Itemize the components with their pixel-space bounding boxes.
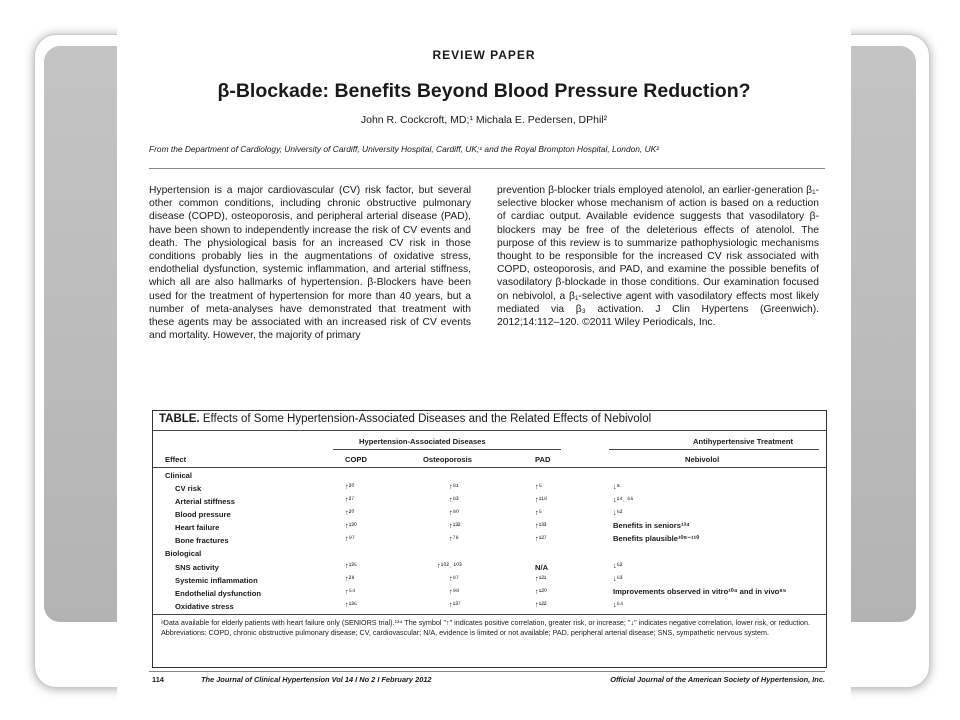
group-header-treatment: Antihypertensive Treatment — [693, 437, 794, 446]
row-nebivolol: ↓¹⁴˒ ⁶⁶ — [613, 495, 634, 504]
row-nebivolol: ↓⁶⁴ — [613, 600, 624, 609]
row-copd: ↑²⁰ — [345, 482, 355, 491]
divider — [149, 168, 825, 169]
col-header-pad: PAD — [535, 455, 551, 464]
row-effect: Endothelial dysfunction — [175, 589, 262, 598]
footnote-rule — [153, 614, 826, 615]
row-copd: ↑²⁷ — [345, 495, 355, 504]
row-nebivolol: Benefits plausible¹⁰⁸⁻¹¹⁰ — [613, 534, 700, 543]
paper-page — [117, 20, 851, 706]
row-nebivolol: Benefits in seniors¹³⁴ — [613, 521, 690, 530]
row-osteoporosis: ↑¹⁰²˒ ¹⁰³ — [437, 561, 462, 570]
row-copd: ↑¹³⁵ — [345, 561, 358, 570]
row-pad: ↑⁵ — [535, 482, 542, 491]
row-effect: Blood pressure — [175, 510, 231, 519]
nebivolol-table — [152, 410, 827, 668]
col-header-osteoporosis: Osteoporosis — [423, 455, 472, 464]
row-nebivolol: ↓⁶³ — [613, 574, 623, 583]
page-number: 114 — [152, 675, 164, 684]
row-copd: ↑²⁰ — [345, 508, 355, 517]
col-header-nebivolol: Nebivolol — [685, 455, 720, 464]
row-osteoporosis: ↑¹³² — [449, 521, 461, 530]
row-pad: ↑¹³³ — [535, 521, 547, 530]
table-footnote: ᵃData available for elderly patients with heart failure only (SENIORS trial).¹³⁴ The symbol "↑" indicates positive correlation, greater risk, or increase; "↓" indicates negative correlation, lower risk, or reduction. Abbreviations: COPD, chronic obstructive pulmonary disease; CV, cardiovascular; N/A, evidence is limited or not available; PAD, peripheral arterial disease; SNS, sympathetic nervous system. — [161, 618, 811, 637]
row-osteoporosis: ↑⁷⁸ — [449, 534, 459, 543]
row-nebivolol: ↓ᵃ — [613, 482, 620, 491]
journal-name: The Journal of Clinical Hypertension Vol 14 I No 2 I February 2012 — [201, 675, 432, 684]
group-rule-diseases — [333, 449, 561, 450]
article-authors: John R. Cockcroft, MD;¹ Michala E. Pedersen, DPhil² — [360, 114, 608, 126]
col-header-effect: Effect — [165, 455, 187, 464]
row-effect: Heart failure — [175, 523, 220, 532]
row-pad: ↑¹²¹ — [535, 574, 547, 583]
row-pad: ↑¹¹⁸ — [535, 495, 548, 504]
row-copd: ↑²⁸ — [345, 574, 355, 583]
footer-rule — [149, 671, 825, 672]
row-pad: ↑¹²⁰ — [535, 587, 547, 596]
row-pad: ↑¹²² — [535, 600, 547, 609]
section-clinical: Clinical — [165, 471, 193, 480]
table-rule — [153, 430, 826, 431]
header-rule — [153, 467, 826, 468]
abstract-left-column: Hypertension is a major cardiovascular (CV) risk factor, but several other common conditions, including chronic obstructive pulmonary disease (COPD), osteoporosis, and peripheral arterial disease (PAD), have been shown to independently increase the risk of CV events and death. The physiological basis for an increased CV risk in those conditions probably lies in the augmentations of oxidative stress, endothelial dysfunction, systemic inflammation, and arterial stiffness, which all are also hallmarks of hypertension. β-Blockers have been used for the treatment of hypertension for more than 40 years, but a number of meta-analyses have demonstrated that treatment with these agents may be associated with an increased risk of CV events and mortality. However, the majority of primary — [149, 185, 471, 342]
row-nebivolol: Improvements observed in vitro¹⁰⁴ and in vivo⁶⁵ — [613, 587, 787, 596]
row-copd: ↑¹³⁶ — [345, 600, 357, 609]
row-osteoporosis: ↑⁸³ — [449, 495, 459, 504]
row-effect: Arterial stiffness — [175, 497, 235, 506]
row-pad: ↑⁵ — [535, 508, 542, 517]
row-effect: Systemic inflammation — [175, 576, 258, 585]
row-effect: Bone fractures — [175, 536, 229, 545]
group-rule-treatment — [609, 449, 819, 450]
table-caption: Effects of Some Hypertension-Associated Diseases and the Related Effects of Nebivolol — [202, 413, 652, 425]
row-effect: CV risk — [175, 484, 202, 493]
row-osteoporosis: ↑⁹⁸ — [449, 587, 460, 596]
section-label: REVIEW PAPER — [432, 48, 536, 62]
row-copd: ↑⁹⁷ — [345, 534, 355, 543]
table-label: TABLE. — [159, 413, 200, 425]
row-effect: SNS activity — [175, 563, 219, 572]
row-osteoporosis: ↑⁸¹ — [449, 482, 459, 491]
row-osteoporosis: ↑⁸⁷ — [449, 574, 459, 583]
row-copd: ↑¹³⁰ — [345, 521, 357, 530]
row-osteoporosis: ↑⁸⁰ — [449, 508, 460, 517]
article-title: β-Blockade: Benefits Beyond Blood Pressure Reduction? — [217, 80, 751, 102]
row-pad: N/A — [535, 563, 549, 572]
group-header-diseases: Hypertension-Associated Diseases — [359, 437, 486, 446]
section-biological: Biological — [165, 549, 202, 558]
row-nebivolol: ↓⁶² — [613, 561, 623, 570]
table-title — [159, 413, 651, 425]
row-osteoporosis: ↑¹³⁷ — [449, 600, 461, 609]
col-header-copd: COPD — [345, 455, 367, 464]
row-nebivolol: ↓⁶² — [613, 508, 623, 517]
society-name: Official Journal of the American Society of Hypertension, Inc. — [610, 675, 825, 684]
abstract-right-column: prevention β-blocker trials employed atenolol, an earlier-generation β₁-selective blocker whose mechanism of action is based on a reduction of cardiac output. Available evidence suggests that vasodilatory β-blockers may be free of the deleterious effects of atenolol. The purpose of this review is to summarize pathophysiologic mechanisms thought to be responsible for the increased CV risk associated with COPD, osteoporosis, and PAD, and examine the possible benefits of vasodilatory β-blockade in those conditions. Our examination focused on nebivolol, a β₁-selective agent with vasodilatory effects most likely mediated via β₃ activation. J Clin Hypertens (Greenwich). 2012;14:112–120. ©2011 Wiley Periodicals, Inc. — [497, 185, 819, 329]
row-copd: ↑⁵⁴ — [345, 587, 356, 596]
article-affiliation: From the Department of Cardiology, University of Cardiff, University Hospital, Cardiff, UK;¹ and the Royal Brompton Hospital, London, UK² — [149, 144, 659, 154]
row-effect: Oxidative stress — [175, 602, 234, 611]
row-pad: ↑¹²⁷ — [535, 534, 547, 543]
